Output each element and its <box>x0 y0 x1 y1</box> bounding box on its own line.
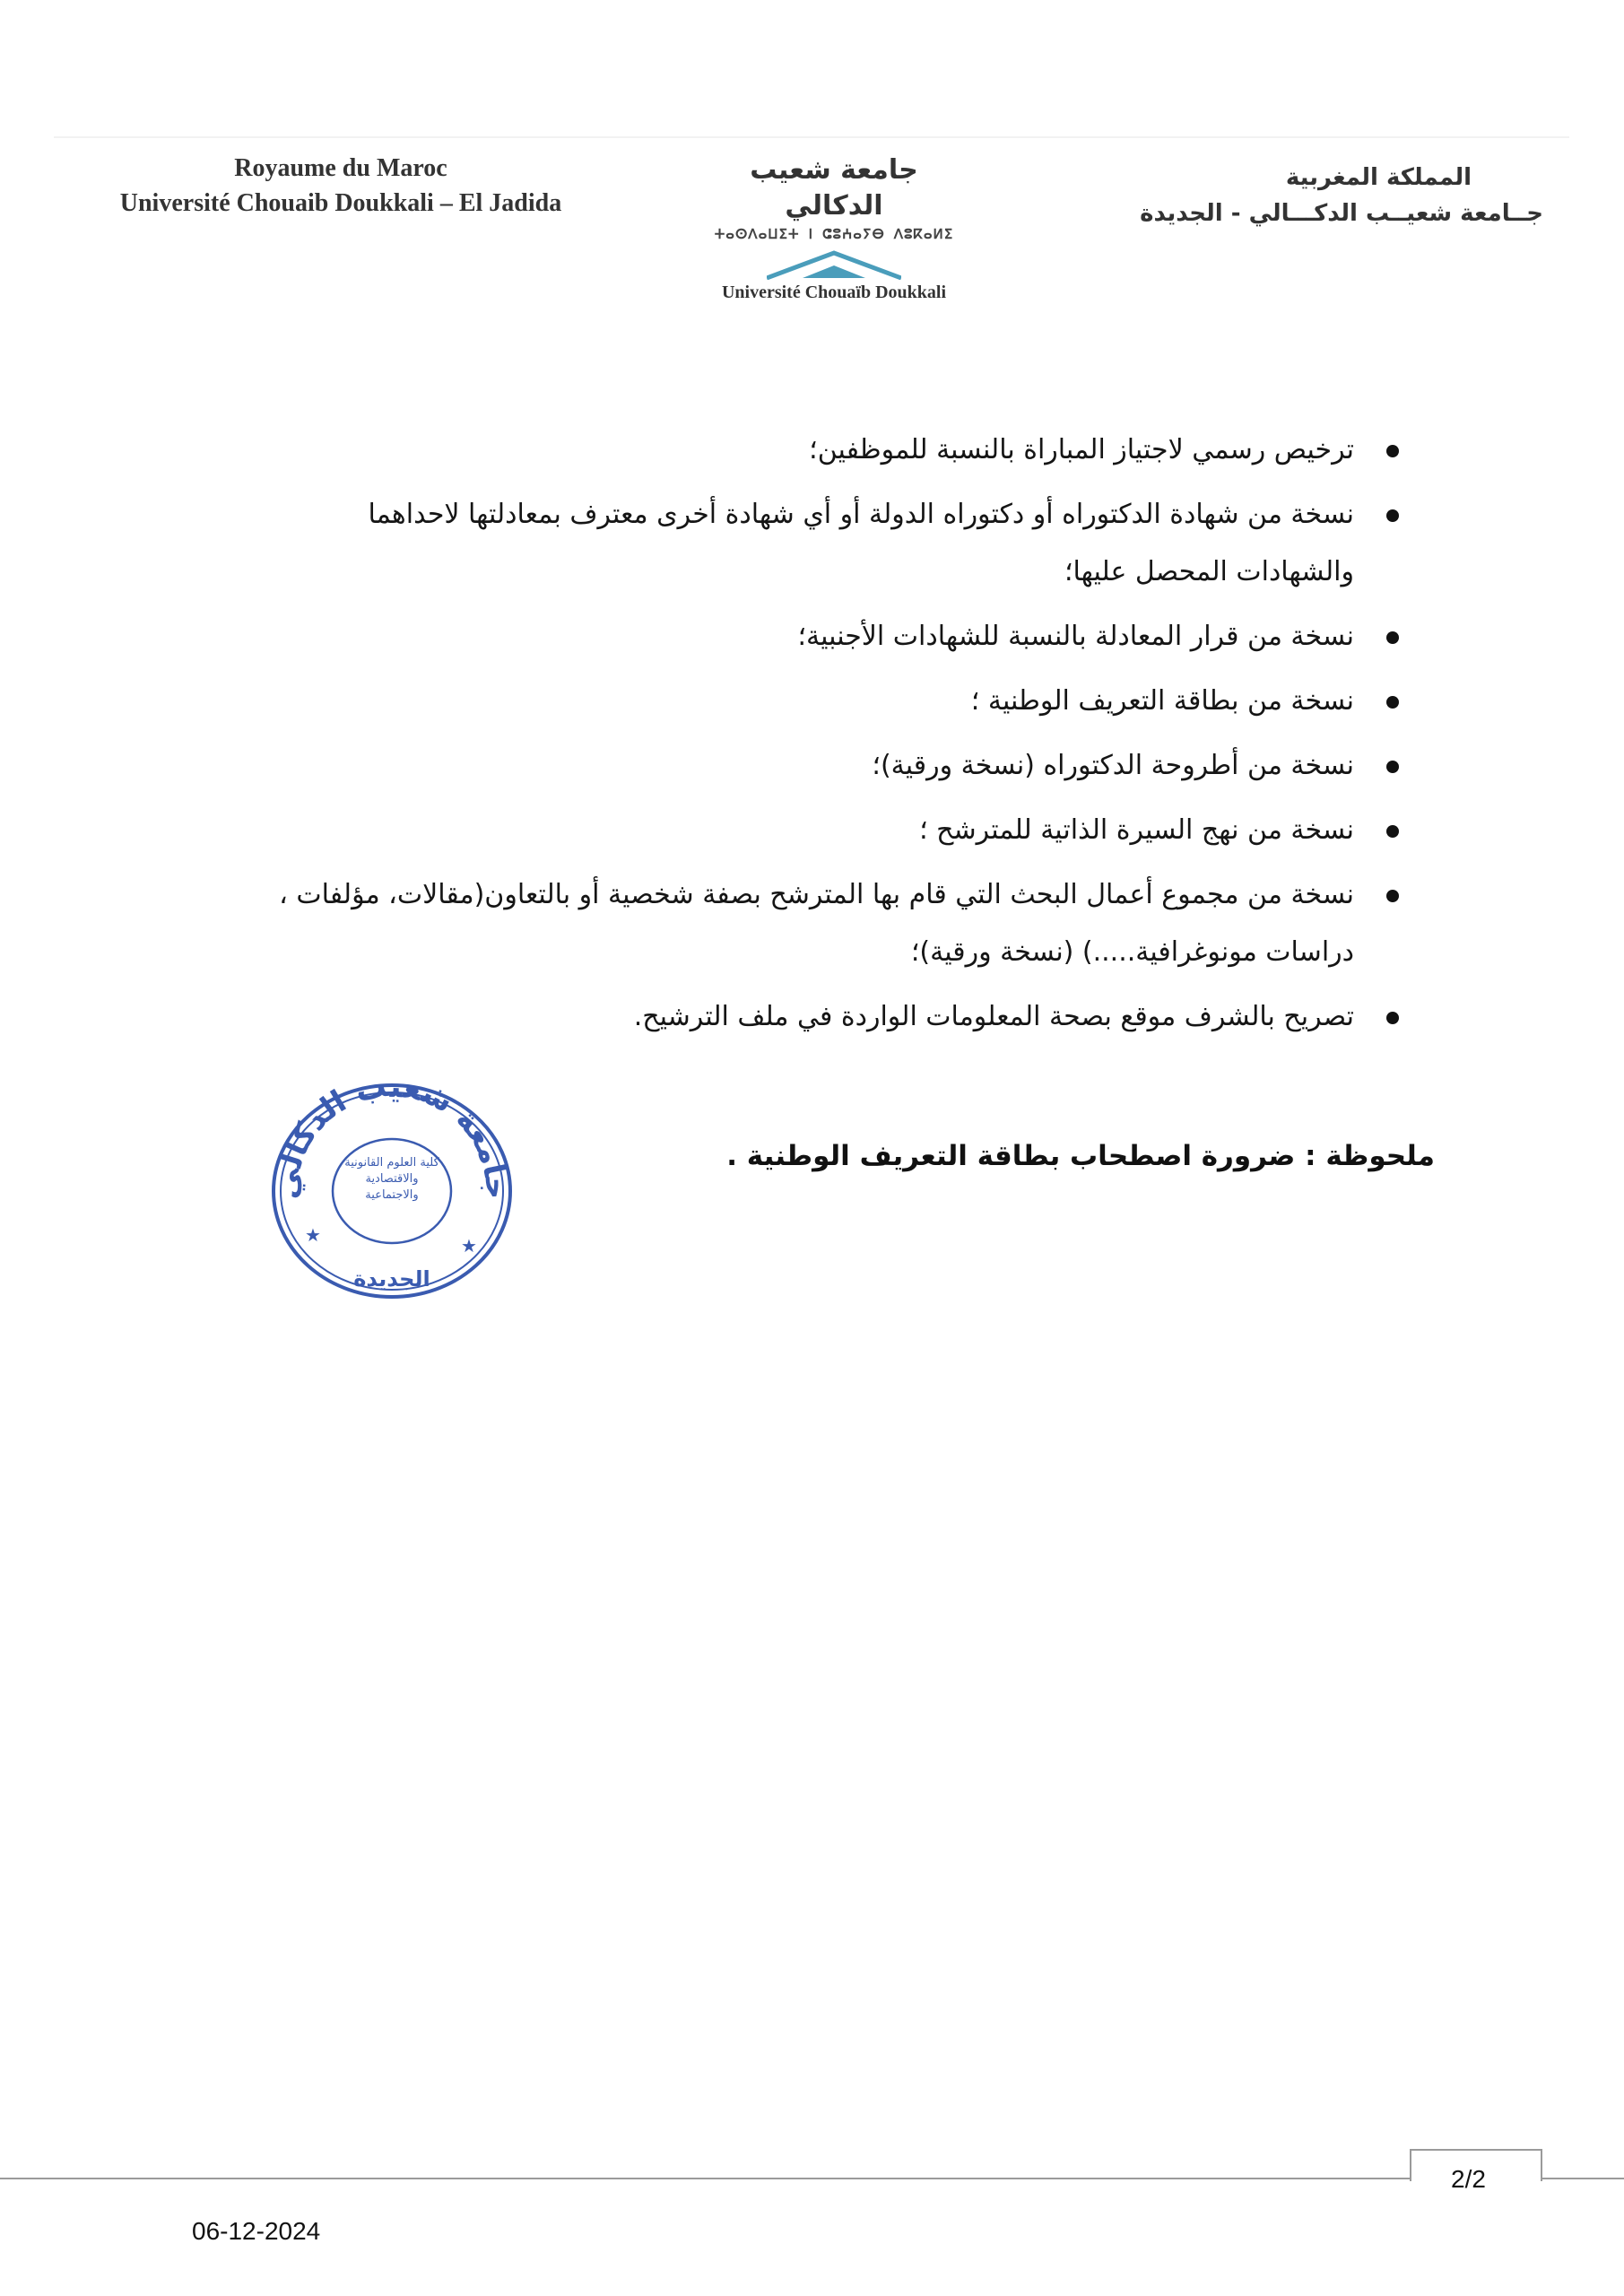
list-item-text: نسخة من أطروحة الدكتوراه (نسخة ورقية)؛ <box>872 750 1354 781</box>
list-item-text: ترخيص رسمي لاجتياز المباراة بالنسبة للموظفين؛ <box>809 434 1354 465</box>
bullet-icon <box>1386 445 1399 457</box>
logo-arabic-name: جامعة شعيب الدكالي <box>750 154 918 222</box>
list-item-text: نسخة من شهادة الدكتوراه أو دكتوراه الدولة أو أي شهادة أخرى معترف بمعادلتها لاحداهما والشهادات المحصل عليها؛ <box>368 499 1354 587</box>
list-item-text: تصريح بالشرف موقع بصحة المعلومات الواردة في ملف الترشيح. <box>633 1001 1354 1032</box>
list-item <box>251 988 1399 1046</box>
bullet-icon <box>1386 825 1399 838</box>
stamp-star-icon: ★ <box>461 1235 477 1257</box>
header-kingdom-ar: المملكة المغربية <box>1285 164 1472 191</box>
bullet-icon <box>1386 761 1399 773</box>
list-item <box>251 486 1399 601</box>
requirements-list <box>251 422 1399 1053</box>
bullet-icon <box>1386 1012 1399 1024</box>
logo-tifinagh-name: ⵜⴰⵙⴷⴰⵡⵉⵜ ⵏ ⵛⵓⵄⴰⵢⴱ ⴷⵓⴽⴰⵍⵉ <box>714 226 954 242</box>
list-item-text: نسخة من بطاقة التعريف الوطنية ؛ <box>970 685 1354 717</box>
list-item <box>251 866 1399 981</box>
bullet-icon <box>1386 631 1399 644</box>
header-university-ar: جــامعة شعيــب الدكـــالي - الجديدة <box>1140 200 1543 227</box>
logo-emblem-icon <box>767 248 901 280</box>
list-item <box>251 737 1399 795</box>
header-rule <box>54 136 1569 138</box>
page-number: 2/2 <box>1451 2165 1486 2193</box>
stamp-bottom-text: الجديدة <box>353 1266 430 1292</box>
note-text: ملحوظة : ضرورة اصطحاب بطاقة التعريف الوطنية . <box>726 1140 1435 1172</box>
bullet-icon <box>1386 890 1399 902</box>
list-item-text: نسخة من نهج السيرة الذاتية للمترشح ؛ <box>919 814 1354 846</box>
list-item <box>251 422 1399 479</box>
header-french <box>90 152 592 222</box>
list-item <box>251 802 1399 859</box>
stamp-star-icon: ★ <box>305 1224 321 1246</box>
bullet-icon <box>1386 696 1399 709</box>
stamp-ring-text: جامعة شعيب الدكالي <box>269 1068 515 1201</box>
logo-french-name: Université Chouaïb Doukkali <box>721 283 947 302</box>
list-item-text: نسخة من قرار المعادلة بالنسبة للشهادات الأجنبية؛ <box>797 621 1354 652</box>
footer-rule <box>0 2178 1624 2179</box>
header-arabic <box>1077 160 1543 231</box>
header-kingdom-fr: Royaume du Maroc <box>234 154 447 182</box>
list-item-text: نسخة من مجموع أعمال البحث التي قام بها المترشح بصفة شخصية أو بالتعاون(مقالات، مؤلفات ، دراسات مونوغرافية.....) (نسخة ورقية)؛ <box>279 879 1354 968</box>
header-university-fr: Université Chouaib Doukkali – El Jadida <box>119 189 562 217</box>
list-item <box>251 608 1399 665</box>
document-date: 06-12-2024 <box>192 2217 321 2245</box>
list-item <box>251 673 1399 730</box>
stamp-center-text: كلية العلوم القانونية والاقتصادية والاجتماعية <box>344 1156 439 1202</box>
official-stamp <box>262 1065 522 1308</box>
university-logo <box>708 152 960 305</box>
bullet-icon <box>1386 509 1399 522</box>
